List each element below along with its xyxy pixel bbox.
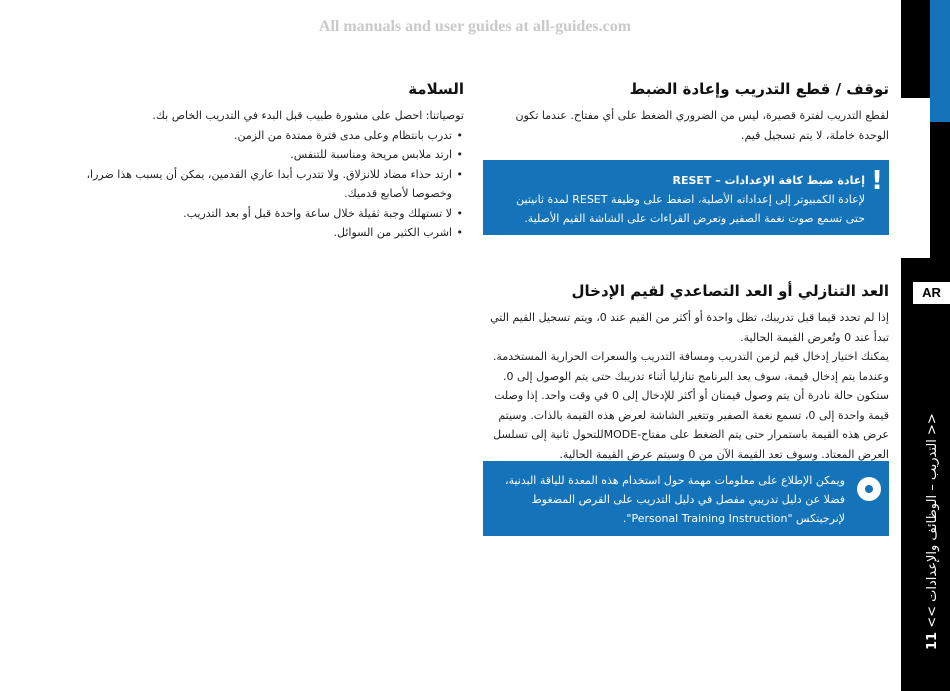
list-item: • ارتد حذاء مضاد للانزلاق. ولا تتدرب أبدا عاري القدمين، يمكن أن يسبب هذا ضررا، وخصوصا لأصابع قدميك. [68,165,452,204]
safety-section [68,80,464,243]
breadcrumb-prefix: << [925,601,940,628]
info-box [483,461,889,536]
safety-list [68,126,464,243]
list-item: • اشرب الكثير من السوائل. [68,223,452,243]
info-text: ويمكن الإطلاع على معلومات مهمة حول استخدام هذه المعدة للياقة البدنية، فضلا عن دليل تدريبي مفصل في دليل التدريب على القرص المضغوط لإنرجيتكس "Personal Training Instruction". [505,474,845,525]
countdown-para-1: إذا لم تحدد قيما قبل تدريبك، تظل واحدة أو أكثر من القيم عند 0، ويتم تسجيل القيم التي تبدأ عند 0 وتُعرض القيمة الحالية. [490,311,889,344]
stop-text: لقطع التدريب لفترة قصيرة، ليس من الضروري الضغط على أي مفتاح. عندما تكون الوحدة خاملة، لا يتم تسجيل قيم. [515,109,889,142]
countdown-para-3: ستكون حالة نادرة أن يتم وصول قيمتان أو أكثر للإدخال إلى 0 في وقت واحد. إذا وصلت قيمة واحدة إلى 0، تسمع نغمة الصفير وتتغير الشاشة لعرض هذه القيمة بالذات. وسيتم عرض هذه القيمة باستمرار حتى يتم الضغط على مفتاح-MODEللتحول ثانية إلى تسلسل العرض المعتاد. وسوف تعد القيمة الآن من 0 وسيتم عرض القيمة الحالية. [493,389,889,461]
watermark: All manuals and user guides at all-guides.com [318,18,632,35]
language-tab: AR [913,282,950,304]
countdown-heading: العد التنازلي أو العد التصاعدي لقيم الإدخال [571,282,889,300]
stop-heading: توقف / قطع التدريب وإعادة الضبط [629,80,889,98]
countdown-para-2: يمكنك اختيار إدخال قيم لزمن التدريب ومسافة التدريب والسعرات الحرارية المستخدمة. وعندما يتم إدخال قيمة، سوف يعد البرنامج تنازليا أثناء تدريبك حتى يتم الوصول إلى 0. [492,350,889,383]
list-item: • ارتد ملابس مريحة ومناسبة للتنفس. [68,145,452,165]
breadcrumb-text: التدريب – الوظائف والإعدادات >> [925,413,940,602]
sidebar-gap [901,98,930,258]
page-number: 11 [925,631,940,650]
safety-intro: توصياتنا: احصل على مشورة طبيب قبل البدء في التدريب الخاص بك. [152,109,464,122]
list-item: • لا تستهلك وجبة ثقيلة خلال ساعة واحدة قبل أو بعد التدريب. [68,204,452,224]
sidebar-accent [930,0,950,122]
stop-section [483,80,889,145]
reset-text: لإعادة الكمبيوتر إلى إعداداته الأصلية، اضغط على وظيفة RESET لمدة ثانيتين حتى تسمع صوت نغمة الصفير وتعرض القراءات على الشاشة القيم الأصلية. [516,193,865,225]
section-breadcrumb [925,413,940,650]
info-icon [857,477,881,501]
reset-notice-box [483,160,889,235]
reset-title: إعادة ضبط كافة الإعدادات – RESET [672,174,865,187]
warning-icon: ! [871,166,883,196]
safety-heading: السلامة [408,80,464,98]
list-item: • تدرب بانتظام وعلى مدى فترة ممتدة من الزمن. [68,126,452,146]
countdown-section [483,282,889,464]
